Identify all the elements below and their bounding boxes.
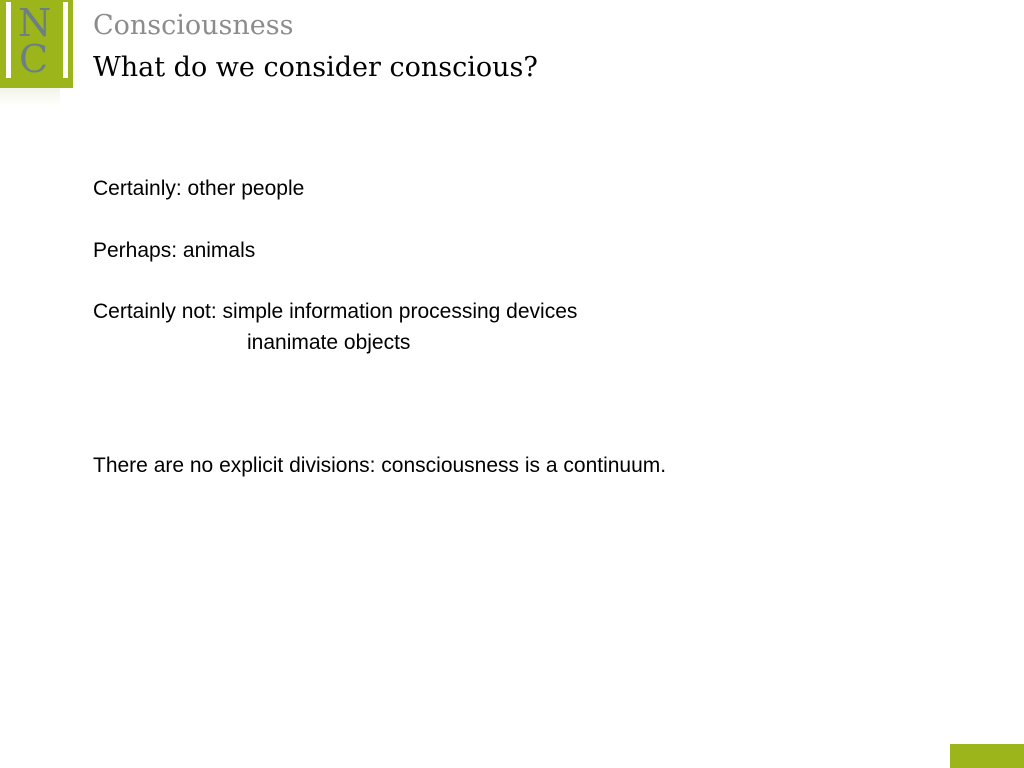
logo-shadow <box>0 88 60 106</box>
section-title: Consciousness <box>93 10 294 41</box>
text-line-certainly: Certainly: other people <box>93 177 305 200</box>
text-line-conclusion: There are no explicit divisions: consciousness is a continuum. <box>93 454 667 477</box>
logo-right-bar <box>63 2 68 78</box>
logo-left-bar <box>6 2 11 78</box>
text-line-inanimate: inanimate objects <box>247 331 411 354</box>
text-line-certainly-not: Certainly not: simple information processing devices <box>93 300 578 323</box>
corner-accent-bar <box>950 744 1024 768</box>
logo-letter-n: N <box>18 1 52 45</box>
text-line-perhaps: Perhaps: animals <box>93 239 256 262</box>
logo-letter-c: C <box>19 37 49 81</box>
page-title: What do we consider conscious? <box>93 52 538 83</box>
nc-logo <box>0 0 73 88</box>
